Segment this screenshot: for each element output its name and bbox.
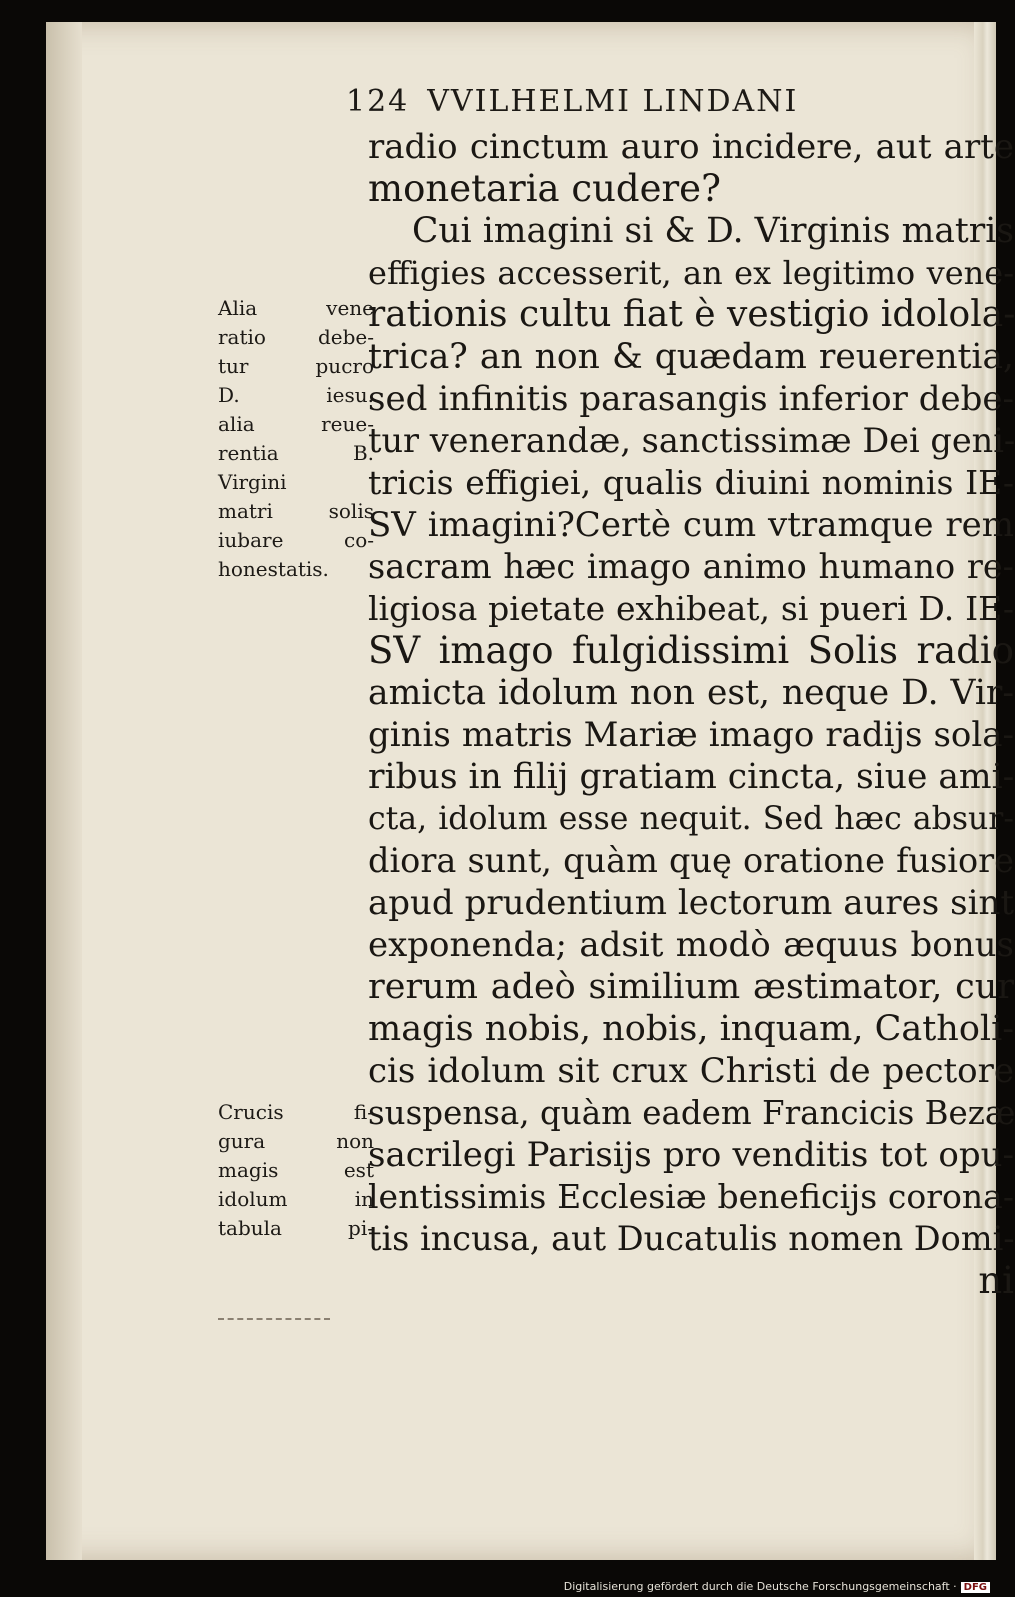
body-line: tur venerandæ, sanctissimæ Dei geni- xyxy=(368,421,1015,460)
body-line: exponenda; adsit modò æquus bonus xyxy=(368,925,1014,965)
marginal-note-line: magis est xyxy=(218,1158,374,1182)
body-line: magis nobis, nobis, inquam, Catholi- xyxy=(368,1009,1015,1049)
body-line: diora sunt, quàm quę oratione fusiore xyxy=(368,841,1014,880)
body-line: SV imagini?Certè cum vtramque rem xyxy=(368,505,1014,545)
running-head xyxy=(346,84,798,119)
marginal-note-line: tur pucro xyxy=(218,354,374,378)
gutter-shadow xyxy=(46,22,82,1560)
body-line: sacram hæc imago animo humano re- xyxy=(368,547,1014,586)
marginal-rule xyxy=(218,1318,330,1320)
body-line: sacrilegi Parisijs pro venditis tot opu- xyxy=(368,1135,1014,1175)
body-line: monetaria cudere? xyxy=(368,167,721,210)
body-line: trica? an non & quædam reuerentia, xyxy=(368,337,1014,377)
body-line: ginis matris Mariæ imago radijs sola- xyxy=(368,715,1014,755)
marginal-note-line: tabula pi- xyxy=(218,1216,374,1240)
body-line: tricis effigiei, qualis diuini nominis IE- xyxy=(368,463,1014,502)
book-page xyxy=(46,22,1015,1560)
body-line: suspensa, quàm eadem Francicis Bezæ xyxy=(368,1094,1015,1132)
running-title: VVILHELMI LINDANI xyxy=(427,84,799,119)
body-line: lentissimis Ecclesiæ beneficijs corona- xyxy=(368,1177,1014,1216)
marginal-note-line: Crucis fi- xyxy=(218,1100,374,1124)
marginal-note-line: alia reue- xyxy=(218,412,374,436)
marginal-note-line: ratio debe- xyxy=(218,325,374,349)
body-line: ligiosa pietate exhibeat, si pueri D. IE- xyxy=(368,589,1014,628)
body-line: ribus in filij gratiam cincta, siue ami- xyxy=(368,757,1015,797)
marginal-note-line: gura non xyxy=(218,1129,374,1153)
body-line: cis idolum sit crux Christi de pectore xyxy=(368,1051,1014,1091)
body-line: cta, idolum esse nequit. Sed hæc absur- xyxy=(368,801,1014,837)
marginal-note-line: rentia B. xyxy=(218,441,374,465)
dfg-logo: DFG xyxy=(961,1582,990,1593)
footer-text: Digitalisierung gefördert durch die Deutsche Forschungsgemeinschaft · xyxy=(563,1580,957,1593)
page-number: 124 xyxy=(346,84,410,119)
body-line: SV imago fulgidissimi Solis radio xyxy=(368,629,1014,672)
body-line: rerum adeò similium æstimator, cur xyxy=(368,967,1014,1007)
marginal-note-line: D. iesu. xyxy=(218,383,374,407)
marginal-note-line: idolum in xyxy=(218,1187,374,1211)
body-line: sed infinitis parasangis inferior debe- xyxy=(368,379,1014,419)
body-line: amicta idolum non est, neque D. Vir- xyxy=(368,673,1014,713)
body-line: effigies accesserit, an ex legitimo vene- xyxy=(368,254,1014,292)
marginal-note-line: honestatis. xyxy=(218,557,329,581)
body-line: tis incusa, aut Ducatulis nomen Domi- xyxy=(368,1219,1015,1258)
body-line: radio cinctum auro incidere, aut arte xyxy=(368,127,1014,167)
body-line: Cui imagini si & D. Virginis matris xyxy=(412,211,1014,251)
body-line: rationis cultu fiat è vestigio idolola- xyxy=(368,294,1015,335)
catchword: ni xyxy=(978,1259,1014,1302)
marginal-note-line: Alia vene xyxy=(218,296,374,320)
digitization-footer xyxy=(564,1580,990,1593)
marginal-note-line: iubare co- xyxy=(218,528,374,552)
body-line: apud prudentium lectorum aures sint xyxy=(368,883,1014,923)
marginal-note-line: Virgini xyxy=(218,470,287,494)
marginal-note-line: matri solis xyxy=(218,499,374,523)
